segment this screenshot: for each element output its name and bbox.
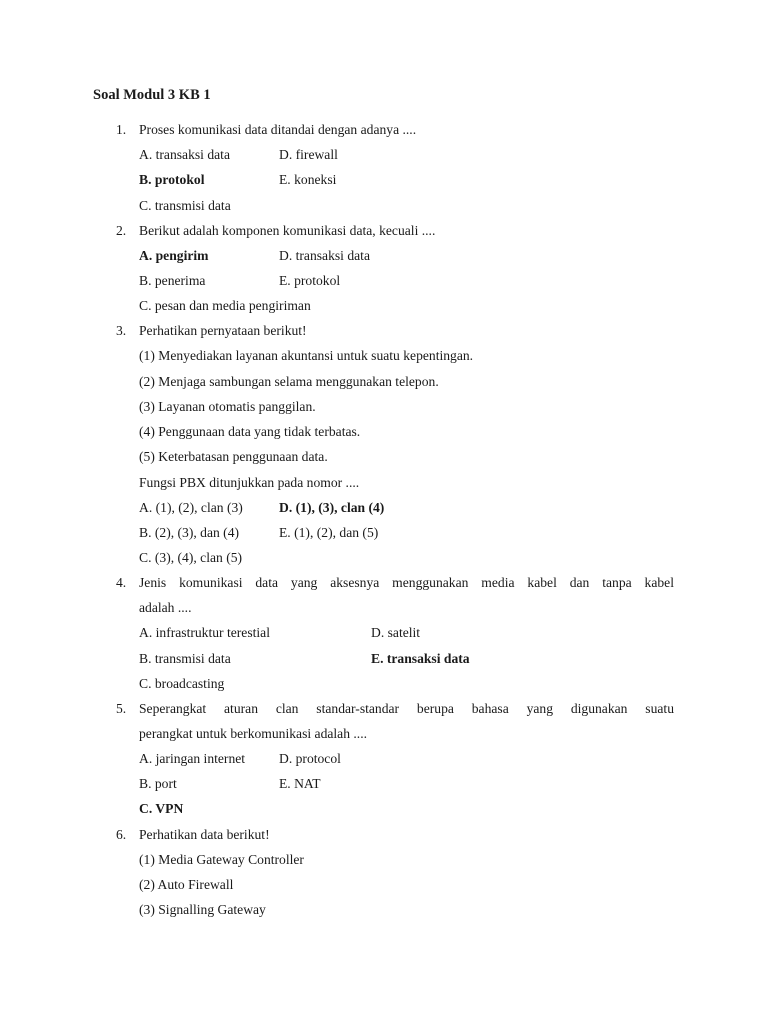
question-5 (0, 699, 768, 719)
option-b: B. transmisi data (139, 651, 231, 666)
question-number: 5. (116, 701, 127, 716)
option-b: B. (2), (3), dan (4) (139, 525, 240, 540)
question-text: Proses komunikasi data ditandai dengan adanya .... (139, 122, 417, 137)
question-text-cont: perangkat untuk berkomunikasi adalah .... (139, 726, 368, 741)
question-number: 3. (116, 323, 127, 338)
statement-item: (3) Layanan otomatis panggilan. (139, 399, 316, 414)
option-row (0, 548, 768, 568)
question-number: 1. (116, 122, 127, 137)
option-row (0, 774, 768, 794)
option-row (0, 196, 768, 216)
question-1 (0, 120, 768, 140)
option-c-answer: C. VPN (139, 801, 184, 816)
statement-item: (3) Signalling Gateway (139, 902, 266, 917)
option-a-answer: A. pengirim (139, 248, 209, 263)
option-row (0, 498, 768, 518)
statement-item: (1) Media Gateway Controller (139, 852, 304, 867)
option-row (0, 170, 768, 190)
question-4 (0, 573, 768, 593)
question-text: Berikut adalah komponen komunikasi data, kecuali .... (139, 223, 436, 238)
option-row (0, 649, 768, 669)
option-row (0, 523, 768, 543)
option-e: E. protokol (279, 273, 341, 288)
option-d-answer: D. (1), (3), clan (4) (279, 500, 385, 515)
option-d: D. transaksi data (279, 248, 370, 263)
question-2 (0, 221, 768, 241)
option-row (0, 674, 768, 694)
option-row (0, 799, 768, 819)
question-number: 2. (116, 223, 127, 238)
question-text: Seperangkat aturan clan standar-standar berupa bahasa yang digunakan suatu (139, 701, 674, 716)
option-row (0, 749, 768, 769)
option-c: C. pesan dan media pengiriman (139, 298, 311, 313)
question-number: 6. (116, 827, 127, 842)
statement-item: (1) Menyediakan layanan akuntansi untuk suatu kepentingan. (139, 348, 474, 363)
option-row (0, 623, 768, 643)
question-text: Jenis komunikasi data yang aksesnya menggunakan media kabel dan tanpa kabel (139, 575, 674, 590)
question-text: Perhatikan pernyataan berikut! (139, 323, 307, 338)
option-e: E. koneksi (279, 172, 337, 187)
option-a: A. transaksi data (139, 147, 230, 162)
option-b: B. penerima (139, 273, 206, 288)
question-text-cont: adalah .... (139, 600, 192, 615)
option-b-answer: B. protokol (139, 172, 205, 187)
option-row (0, 145, 768, 165)
option-d: D. satelit (371, 625, 421, 640)
option-c: C. transmisi data (139, 198, 231, 213)
question-number: 4. (116, 575, 127, 590)
statement-item: (2) Auto Firewall (139, 877, 234, 892)
option-a: A. (1), (2), clan (3) (139, 500, 243, 515)
option-c: C. broadcasting (139, 676, 225, 691)
option-row (0, 271, 768, 291)
question-text: Perhatikan data berikut! (139, 827, 270, 842)
option-d: D. firewall (279, 147, 338, 162)
option-d: D. protocol (279, 751, 341, 766)
question-6 (0, 825, 768, 845)
option-e: E. NAT (279, 776, 321, 791)
option-row (0, 296, 768, 316)
option-e: E. (1), (2), dan (5) (279, 525, 379, 540)
statement-item: (2) Menjaga sambungan selama menggunakan telepon. (139, 374, 439, 389)
option-a: A. jaringan internet (139, 751, 246, 766)
statement-item: (4) Penggunaan data yang tidak terbatas. (139, 424, 361, 439)
question-prompt: Fungsi PBX ditunjukkan pada nomor .... (139, 475, 360, 490)
page-title: Soal Modul 3 KB 1 (93, 87, 211, 103)
option-row (0, 246, 768, 266)
option-e-answer: E. transaksi data (371, 651, 470, 666)
option-a: A. infrastruktur terestial (139, 625, 270, 640)
statement-item: (5) Keterbatasan penggunaan data. (139, 449, 328, 464)
option-c: C. (3), (4), clan (5) (139, 550, 243, 565)
option-b: B. port (139, 776, 177, 791)
question-3 (0, 321, 768, 341)
